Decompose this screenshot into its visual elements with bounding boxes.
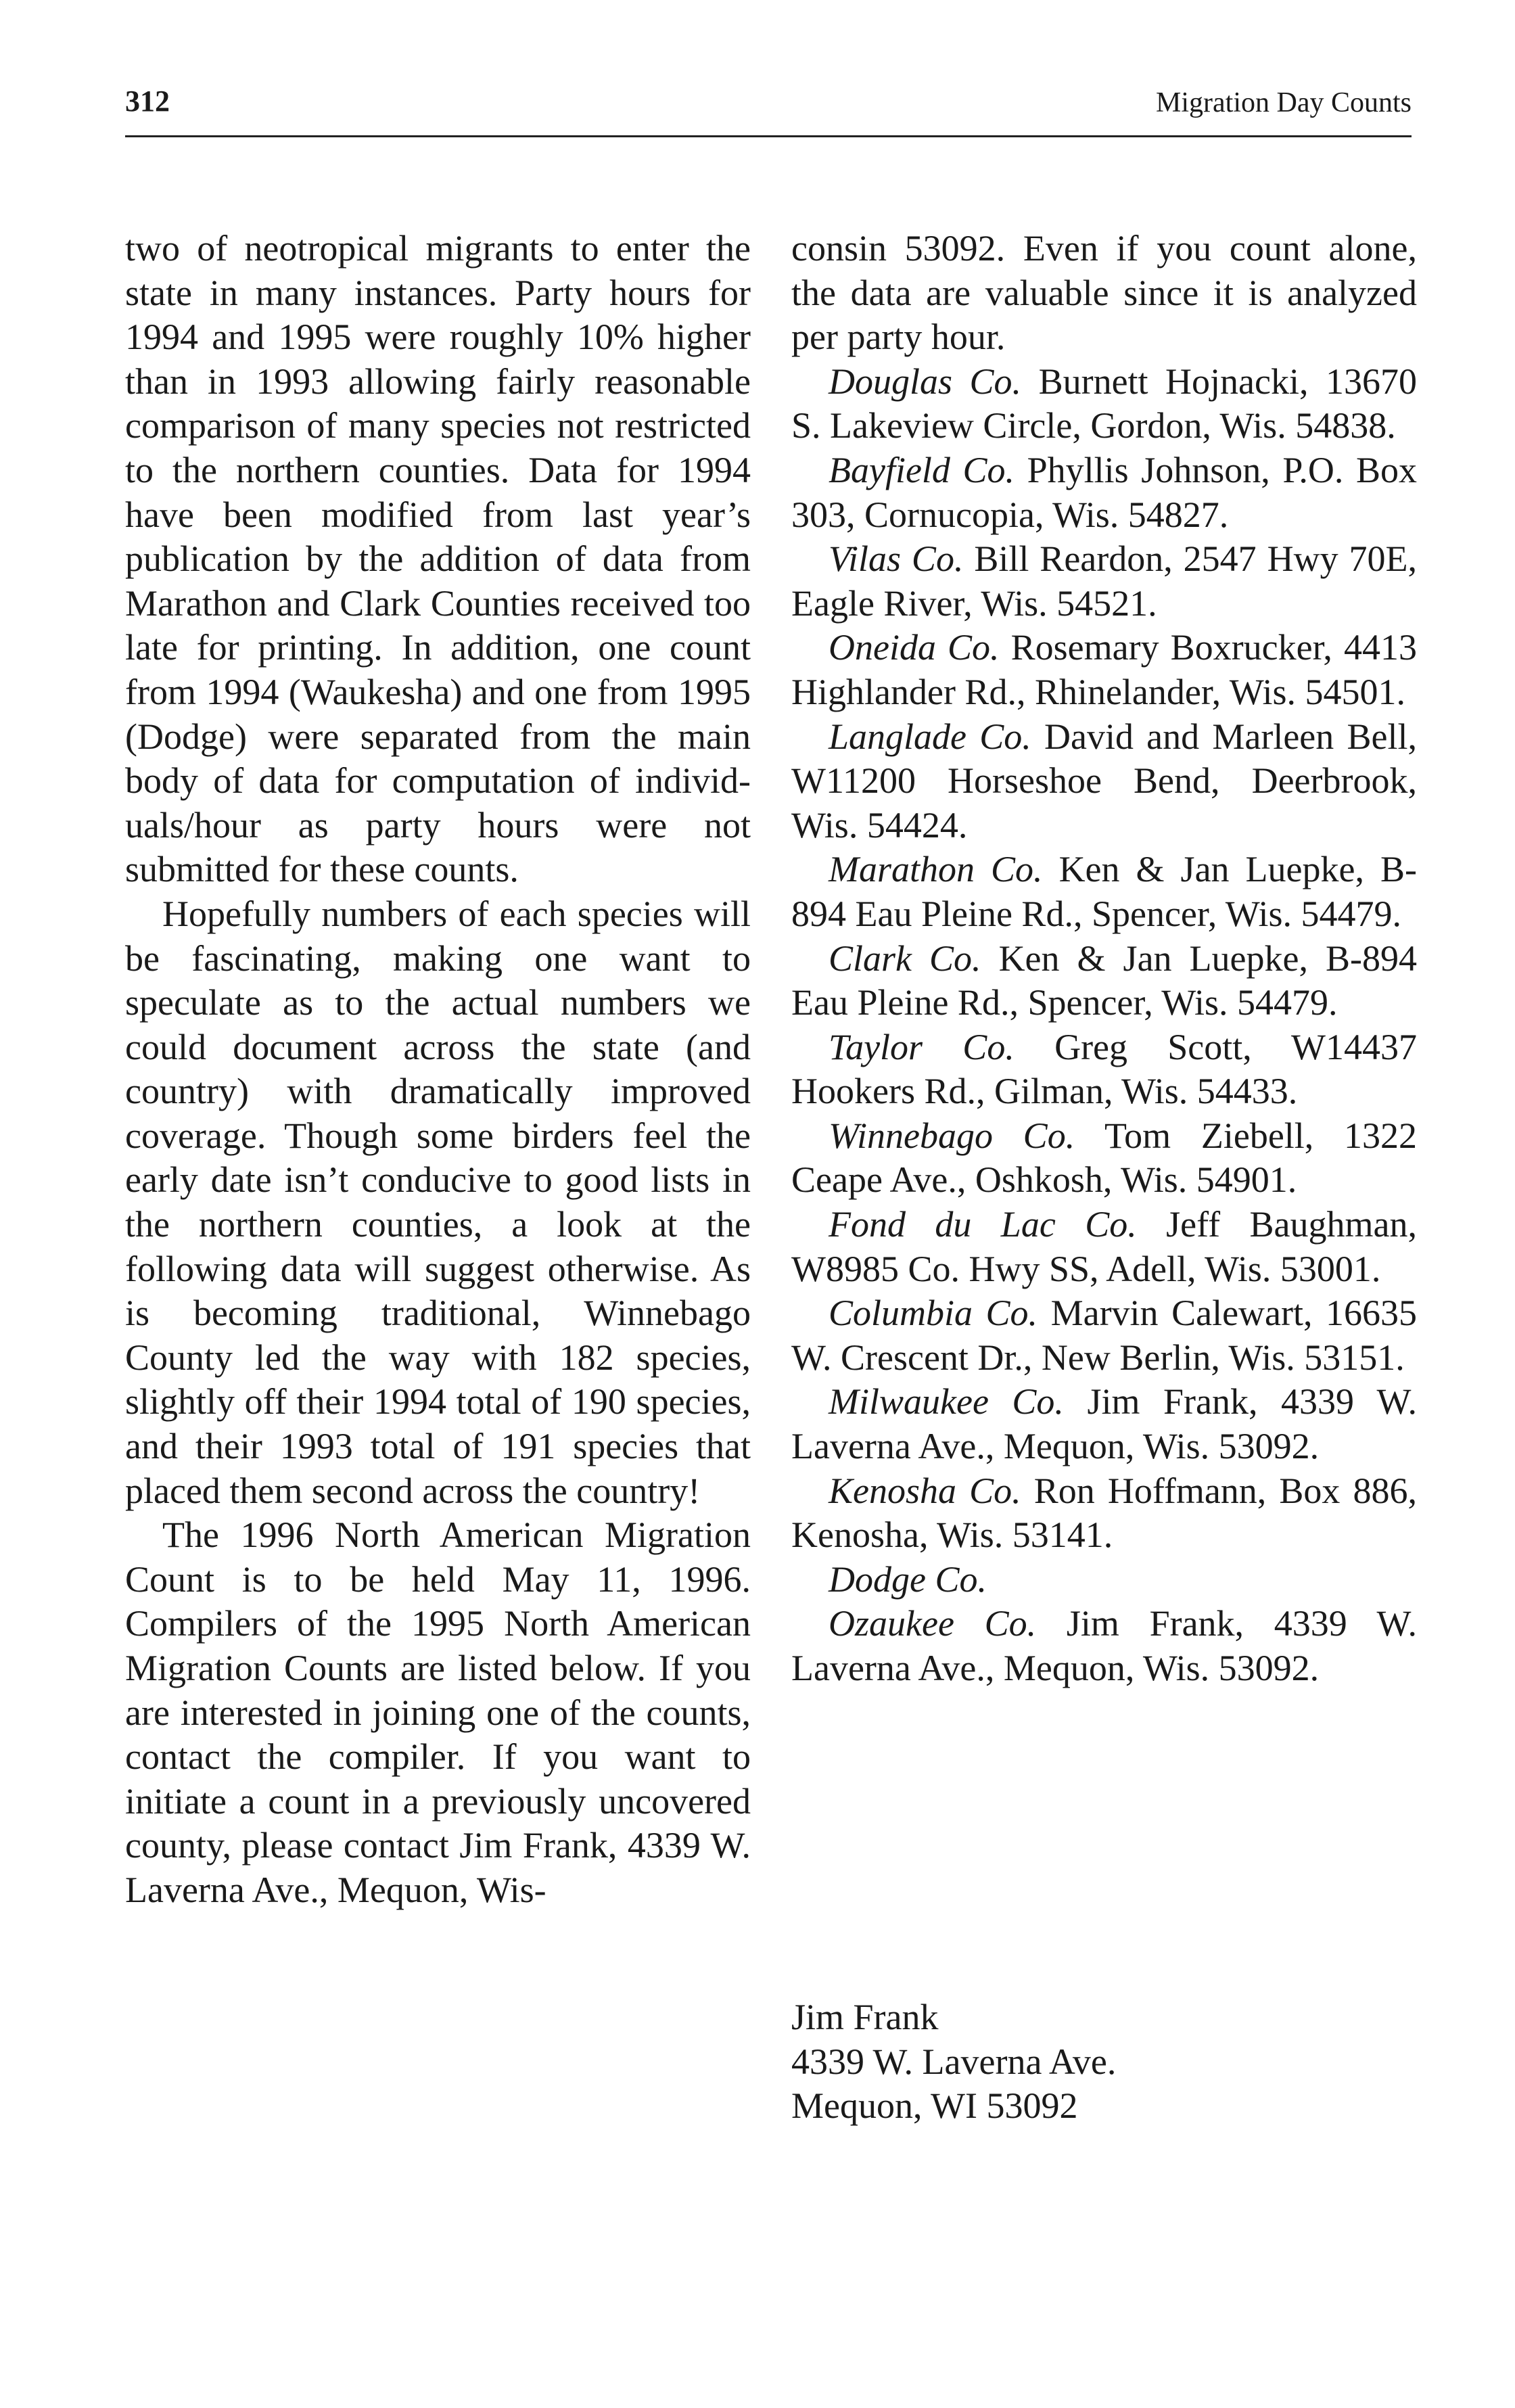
compiler-entry	[791, 448, 1417, 537]
body-paragraph: two of neotropical migrants to enter the state in many instances. Party hours for 1994 and 1995 were roughly 10% higher than in 1993 allowing fairly reasonable comparison of many species not restricted to the northern counties. Data for 1994 have been modified from last year’s publication by the addition of data from Marathon and Clark Counties received too late for printing. In addition, one count from 1994 (Waukesha) and one from 1995 (Dodge) were separated from the main body of data for computation of individuals/hour as party hours were not submitted for these counts.	[125, 228, 751, 890]
county-name: Columbia Co.	[829, 1293, 1038, 1334]
compiler-entry	[791, 626, 1417, 714]
compiler-entry	[791, 715, 1417, 848]
county-name: Marathon Co.	[829, 849, 1043, 890]
author-name: Jim Frank	[791, 1997, 939, 2037]
compiler-entry	[791, 1380, 1417, 1468]
compiler-entry	[791, 1602, 1417, 1690]
compiler-details: Greg Scott, W14437 Hookers Rd., Gilman, Wis. 54433.	[791, 1026, 1418, 1112]
compiler-entry	[791, 1291, 1417, 1380]
county-name: Langlade Co.	[829, 716, 1031, 757]
county-name: Fond du Lac Co.	[829, 1204, 1137, 1245]
compiler-details: Jeff Baughman, W8985 Co. Hwy SS, Adell, Wis. 53001.	[791, 1204, 1417, 1289]
county-name: Oneida Co.	[829, 627, 1000, 668]
page-number: 312	[125, 85, 170, 118]
compiler-entry	[791, 1203, 1417, 1291]
compiler-entry	[791, 360, 1417, 448]
body-paragraph: Hopefully numbers of each species will be fascinating, making one want to speculate as to the actual numbers we could document across the state (and country) with dramatically improved coverage. Though some birders feel the early date isn’t conducive to good lists in the northern counties, a look at the following data will suggest otherwise. As is becoming traditional, Winnebago County led the way with 182 species, slightly off their 1994 total of 190 species, and their 1993 total of 191 species that placed them second across the country!	[125, 893, 751, 1511]
running-head: Migration Day Counts	[1156, 87, 1412, 118]
compiler-details: Phyllis Johnson, P.O. Box 303, Cornucopia, Wis. 54827.	[791, 449, 1417, 535]
compiler-details: Ron Hoffmann, Box 886, Kenosha, Wis. 53141.	[791, 1470, 1417, 1556]
continuation-paragraph: consin 53092. Even if you count alone, the data are valuable since it is analyzed per party hour.	[791, 228, 1417, 358]
compiler-details: Burnett Hojnacki, 13670 S. Lakeview Circle, Gordon, Wis. 54838.	[791, 361, 1417, 446]
compiler-entry	[791, 1114, 1417, 1203]
county-name: Clark Co.	[829, 937, 981, 979]
body-paragraph: The 1996 North American Migration Count is to be held May 11, 1996. Compilers of the 1995 North American Migration Counts are listed below. If you are interested in joining one of the counts, contact the compiler. If you want to initiate a count in a previously uncovered county, please contact Jim Frank, 4339 W. Laverna Ave., Mequon, Wis-	[125, 1514, 751, 1910]
county-name: Vilas Co.	[829, 538, 964, 580]
compiler-details: David and Marleen Bell, W11200 Horseshoe Bend, Deerbrook, Wis. 54424.	[791, 716, 1417, 846]
left-column	[125, 227, 751, 1913]
compiler-entry	[791, 537, 1417, 626]
county-name: Milwaukee Co.	[829, 1381, 1064, 1422]
compiler-entry	[791, 937, 1417, 1025]
compiler-details: Bill Reardon, 2547 Hwy 70E, Eagle River, Wis. 54521.	[791, 538, 1417, 624]
compiler-details: Ken & Jan Luepke, B-894 Eau Pleine Rd., Spencer, Wis. 54479.	[791, 937, 1417, 1023]
author-street: 4339 W. Laverna Ave.	[791, 2041, 1117, 2082]
right-column	[791, 227, 1417, 1691]
compiler-entry	[791, 848, 1417, 936]
compiler-details: Tom Ziebell, 1322 Ceape Ave., Oshkosh, Wis. 54901.	[791, 1115, 1417, 1201]
compiler-list	[791, 360, 1417, 1691]
compiler-entry	[791, 1025, 1417, 1114]
compiler-entry	[791, 1558, 1417, 1602]
page-header	[125, 80, 1412, 137]
county-name: Taylor Co.	[829, 1026, 1015, 1067]
compiler-details: Rosemary Boxrucker, 4413 Highlander Rd., Rhinelander, Wis. 54501.	[791, 627, 1417, 712]
compiler-details: Jim Frank, 4339 W. Laverna Ave., Mequon, Wis. 53092.	[791, 1381, 1418, 1467]
author-city: Mequon, WI 53092	[791, 2085, 1078, 2127]
compiler-entry	[791, 1469, 1417, 1558]
county-name: Winnebago Co.	[829, 1115, 1075, 1156]
county-name: Kenosha Co.	[829, 1470, 1021, 1511]
county-name: Dodge Co.	[829, 1558, 987, 1600]
county-name: Bayfield Co.	[829, 449, 1015, 490]
county-name: Ozaukee Co.	[829, 1603, 1037, 1644]
compiler-details: Marvin Calewart, 16635 W. Crescent Dr., New Berlin, Wis. 53151.	[791, 1293, 1418, 1378]
county-name: Douglas Co.	[829, 361, 1022, 402]
compiler-details: Jim Frank, 4339 W. Laverna Ave., Mequon, Wis. 53092.	[791, 1603, 1417, 1688]
author-signature-block	[791, 1995, 1116, 2129]
compiler-details: Ken & Jan Luepke, B-894 Eau Pleine Rd., Spencer, Wis. 54479.	[791, 849, 1417, 934]
